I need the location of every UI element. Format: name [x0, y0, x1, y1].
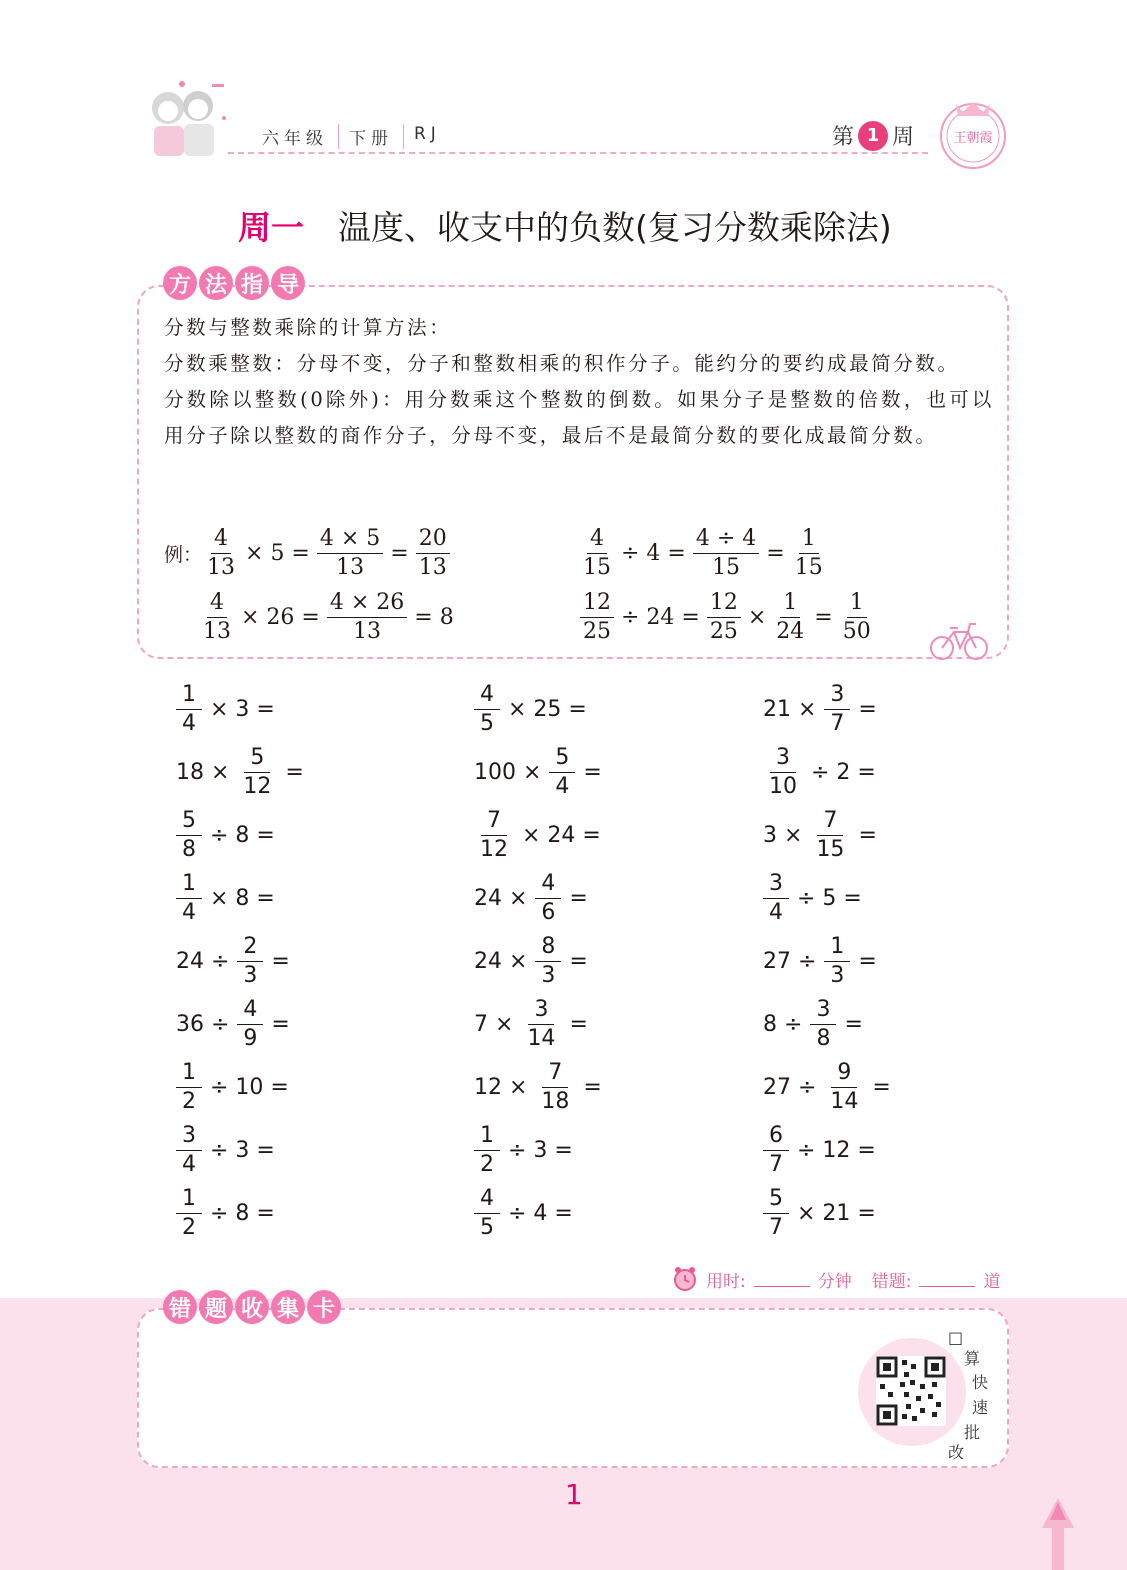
exercise-item — [474, 1125, 581, 1176]
numerator: 5 — [244, 747, 270, 773]
denominator: 7 — [830, 711, 845, 736]
bicycle-icon — [928, 620, 990, 662]
exercise-item — [763, 747, 884, 798]
method-line: 分数乘整数：分母不变，分子和整数相乘的积作分子。能约分的要约成最简分数。 — [164, 352, 960, 375]
operator: × 3 = — [210, 697, 275, 722]
time-blank[interactable] — [754, 1271, 810, 1287]
denominator: 4 — [182, 711, 196, 736]
week-indicator — [832, 120, 914, 151]
fraction — [176, 810, 202, 861]
exercise-item — [763, 936, 885, 987]
operator: = — [844, 1012, 863, 1037]
fraction: $\frac{1}{24}$ — [776, 590, 805, 644]
fraction — [763, 1125, 789, 1176]
fraction — [176, 1125, 202, 1176]
fraction — [237, 936, 263, 987]
fraction: $\frac{4 \div 4}{15}$ — [693, 528, 759, 579]
method-text — [164, 310, 994, 454]
svg-text:王朝霞: 王朝霞 — [953, 131, 993, 146]
operator: = — [858, 697, 877, 722]
exercise-item — [176, 1062, 297, 1113]
denominator: 14 — [830, 1089, 859, 1114]
operator: = — [766, 541, 785, 566]
exercise-item — [763, 1188, 884, 1239]
operator: = — [285, 760, 304, 785]
operator: = — [390, 541, 409, 566]
operator: ÷ 12 = — [797, 1138, 876, 1163]
operator: = — [858, 949, 877, 974]
operator: ÷ 24 = — [621, 605, 700, 630]
fraction — [535, 936, 561, 987]
operand: 100 × — [474, 760, 542, 785]
exercise-item — [763, 999, 871, 1050]
fraction — [824, 936, 850, 987]
fraction — [810, 810, 850, 861]
fraction — [474, 684, 500, 735]
grade-volume: 下册 — [349, 129, 393, 149]
operator: ÷ 3 = — [210, 1138, 275, 1163]
fraction: $\frac{1}{50}$ — [842, 590, 871, 644]
denominator: 4 — [182, 1152, 196, 1177]
time-unit: 分钟 — [817, 1271, 852, 1292]
numerator: 1 — [176, 1062, 202, 1088]
fraction: $\frac{4 \times 5}{13}$ — [317, 528, 383, 579]
operand: 18 × — [176, 760, 230, 785]
operator: = — [569, 886, 588, 911]
operator: = — [271, 949, 290, 974]
numerator: 1 — [474, 1125, 500, 1151]
denominator: 3 — [243, 963, 258, 988]
error-count-blank[interactable] — [919, 1271, 975, 1287]
fraction — [176, 1062, 202, 1113]
week-suffix: 周 — [892, 125, 915, 150]
numerator: 5 — [549, 747, 575, 773]
grade-level: 六年级 — [262, 129, 328, 149]
numerator: 7 — [817, 810, 843, 836]
operator: ÷ 5 = — [797, 886, 862, 911]
operator: ÷ 4 = — [508, 1201, 573, 1226]
denominator: 14 — [527, 1026, 556, 1051]
grade-edition: RJ — [414, 124, 441, 144]
denominator: 2 — [182, 1215, 196, 1240]
fraction: $\frac{4}{13}$ — [207, 526, 236, 580]
fraction — [521, 999, 561, 1050]
fraction: $\frac{12}{25}$ — [580, 592, 614, 643]
operator: = — [583, 1075, 602, 1100]
numerator: 6 — [763, 1125, 789, 1151]
example-1 — [164, 528, 450, 579]
denominator: 5 — [480, 1215, 494, 1240]
numerator: 1 — [176, 684, 202, 710]
exercise-item — [176, 810, 283, 861]
fraction — [176, 873, 202, 924]
fraction — [474, 1188, 500, 1239]
denominator: 2 — [182, 1089, 196, 1114]
numerator: 2 — [237, 936, 263, 962]
denominator: 9 — [243, 1026, 258, 1051]
exercise-item — [176, 1188, 283, 1239]
operator: × 26 = — [241, 605, 320, 630]
exercise-item — [176, 684, 283, 735]
exercise-item — [763, 810, 885, 861]
page-number: 1 — [565, 1478, 583, 1511]
denominator: 10 — [769, 774, 797, 799]
numerator: 7 — [481, 810, 507, 836]
fraction — [237, 747, 277, 798]
exercise-item — [763, 1062, 899, 1113]
children-mascot-icon — [140, 78, 235, 160]
week-prefix: 第 — [832, 125, 855, 150]
tag-char: 指 — [235, 266, 269, 300]
fraction — [237, 999, 263, 1050]
tag-char: 错 — [163, 1290, 197, 1324]
exercise-item — [176, 747, 312, 798]
operator: × 21 = — [797, 1201, 876, 1226]
operator: ÷ 8 = — [210, 823, 275, 848]
exercise-item — [763, 684, 885, 735]
title-day: 周一 — [238, 208, 304, 247]
denominator: 7 — [769, 1152, 783, 1177]
example-4 — [580, 592, 874, 643]
fraction — [535, 873, 561, 924]
fraction — [824, 1062, 864, 1113]
operator: = — [583, 760, 602, 785]
side-char: 改 — [948, 1443, 965, 1462]
operand: 7 × — [474, 1012, 514, 1037]
operator: = 8 — [414, 605, 454, 630]
numerator: 5 — [763, 1188, 789, 1214]
fraction — [763, 747, 803, 798]
denominator: 6 — [541, 900, 556, 925]
operand: 12 × — [474, 1075, 528, 1100]
operator: = — [569, 1012, 588, 1037]
denominator: 2 — [480, 1152, 494, 1177]
operand: 36 ÷ — [176, 1012, 230, 1037]
fraction — [549, 747, 575, 798]
numerator: 3 — [763, 873, 789, 899]
operand: 27 ÷ — [763, 1075, 817, 1100]
exercise-item — [474, 747, 610, 798]
method-line: 分数与整数乘除的计算方法： — [164, 316, 452, 339]
title-text: 温度、收支中的负数(复习分数乘除法) — [338, 208, 892, 247]
denominator: 4 — [555, 774, 570, 799]
operand: 21 × — [763, 697, 817, 722]
denominator: 3 — [830, 963, 845, 988]
operator: = — [872, 1075, 891, 1100]
operand: 8 ÷ — [763, 1012, 803, 1037]
exercise-item — [763, 873, 870, 924]
operator: = — [814, 605, 833, 630]
fraction: $\frac{4}{15}$ — [583, 526, 611, 580]
arrow-up-icon — [1038, 1498, 1078, 1570]
numerator: 9 — [831, 1062, 857, 1088]
tag-char: 方 — [163, 266, 197, 300]
fraction: $\frac{4 \times 26}{13}$ — [327, 592, 407, 643]
numerator: 1 — [176, 873, 202, 899]
tag-char: 法 — [199, 266, 233, 300]
fraction: $\frac{20}{13}$ — [416, 528, 450, 579]
denominator: 4 — [182, 900, 196, 925]
page-title — [238, 202, 892, 249]
numerator: 1 — [176, 1188, 202, 1214]
exercise-item — [474, 684, 595, 735]
grade-info — [258, 124, 445, 149]
tag-char: 导 — [271, 266, 305, 300]
tag-char: 收 — [235, 1290, 269, 1324]
denominator: 12 — [243, 774, 272, 799]
exercise-item — [474, 1188, 581, 1239]
fraction — [535, 1062, 575, 1113]
page-header — [0, 0, 1127, 175]
operator: ÷ 8 = — [210, 1201, 275, 1226]
operator: = — [271, 1012, 290, 1037]
side-char: 快 — [972, 1373, 989, 1392]
operator: ÷ 2 = — [811, 760, 876, 785]
operator: ÷ 3 = — [508, 1138, 573, 1163]
numerator: 3 — [824, 684, 850, 710]
numerator: 3 — [528, 999, 554, 1025]
brand-stamp-logo — [936, 96, 1010, 170]
exercise-item — [176, 936, 298, 987]
numerator: 8 — [535, 936, 561, 962]
exercise-item — [176, 999, 298, 1050]
exercise-item — [763, 1125, 884, 1176]
example-2 — [200, 592, 461, 643]
fraction — [474, 1125, 500, 1176]
fraction — [176, 1188, 202, 1239]
numerator: 7 — [542, 1062, 568, 1088]
error-card-tag — [163, 1290, 341, 1324]
fraction: $\frac{4}{13}$ — [203, 590, 231, 644]
method-line: 分数除以整数(0除外)：用分数乘这个整数的倒数。如果分子是整数的倍数，也可以用分子除以整数的商作分子，分母不变，最后不是最简分数的要化成最简分数。 — [164, 388, 994, 447]
exercise-item — [474, 936, 596, 987]
example-label: 例： — [164, 544, 203, 566]
operator: ÷ 10 = — [210, 1075, 289, 1100]
operator: × 5 = — [245, 541, 310, 566]
numerator: 1 — [824, 936, 850, 962]
example-3 — [580, 528, 826, 579]
checkbox-icon: □ — [948, 1328, 964, 1347]
denominator: 15 — [816, 837, 845, 862]
exercise-item — [474, 810, 609, 861]
operator: × 24 = — [522, 823, 601, 848]
time-label: 用时: — [706, 1271, 746, 1292]
alarm-clock-icon — [672, 1266, 698, 1292]
fraction: $\frac{12}{25}$ — [707, 592, 741, 643]
denominator: 5 — [480, 711, 494, 736]
operator: × — [747, 605, 767, 630]
operator: × 25 = — [508, 697, 587, 722]
exercise-item — [474, 873, 596, 924]
fraction — [824, 684, 850, 735]
denominator: 12 — [480, 837, 508, 862]
error-count-label: 错题: — [871, 1271, 912, 1292]
denominator: 18 — [541, 1089, 570, 1114]
tag-char: 题 — [199, 1290, 233, 1324]
side-char: 算 — [964, 1349, 981, 1368]
header-divider — [228, 152, 928, 154]
exercise-item — [176, 1125, 283, 1176]
side-char: 速 — [972, 1398, 989, 1417]
operand: 24 × — [474, 949, 528, 974]
fraction: $\frac{1}{15}$ — [794, 526, 823, 580]
operand: 27 ÷ — [763, 949, 817, 974]
timer-record — [672, 1266, 1000, 1292]
operator: = — [569, 949, 588, 974]
numerator: 5 — [176, 810, 202, 836]
exercise-item — [176, 873, 283, 924]
numerator: 3 — [176, 1125, 202, 1151]
denominator: 7 — [769, 1215, 783, 1240]
fraction — [810, 999, 836, 1050]
tag-char: 集 — [271, 1290, 305, 1324]
error-count-unit: 道 — [983, 1271, 1001, 1292]
numerator: 4 — [237, 999, 263, 1025]
numerator: 4 — [474, 684, 500, 710]
denominator: 4 — [769, 900, 783, 925]
operand: 24 × — [474, 886, 528, 911]
fraction — [763, 1188, 789, 1239]
fraction — [474, 810, 514, 861]
week-number: 1 — [858, 121, 888, 151]
denominator: 8 — [182, 837, 196, 862]
exercise-item — [474, 1062, 610, 1113]
fraction — [763, 873, 789, 924]
fraction — [176, 684, 202, 735]
operator: ÷ 4 = — [621, 541, 686, 566]
operator: × 8 = — [210, 886, 275, 911]
numerator: 4 — [474, 1188, 500, 1214]
tag-char: 卡 — [307, 1290, 341, 1324]
qr-code-icon[interactable] — [876, 1356, 946, 1426]
operand: 24 ÷ — [176, 949, 230, 974]
side-char: 批 — [964, 1423, 981, 1442]
denominator: 3 — [541, 963, 556, 988]
numerator: 4 — [535, 873, 561, 899]
operator: = — [858, 823, 877, 848]
numerator: 3 — [810, 999, 836, 1025]
denominator: 8 — [816, 1026, 831, 1051]
numerator: 3 — [770, 747, 796, 773]
method-guide-tag — [163, 266, 305, 300]
operand: 3 × — [763, 823, 803, 848]
exercise-item — [474, 999, 596, 1050]
